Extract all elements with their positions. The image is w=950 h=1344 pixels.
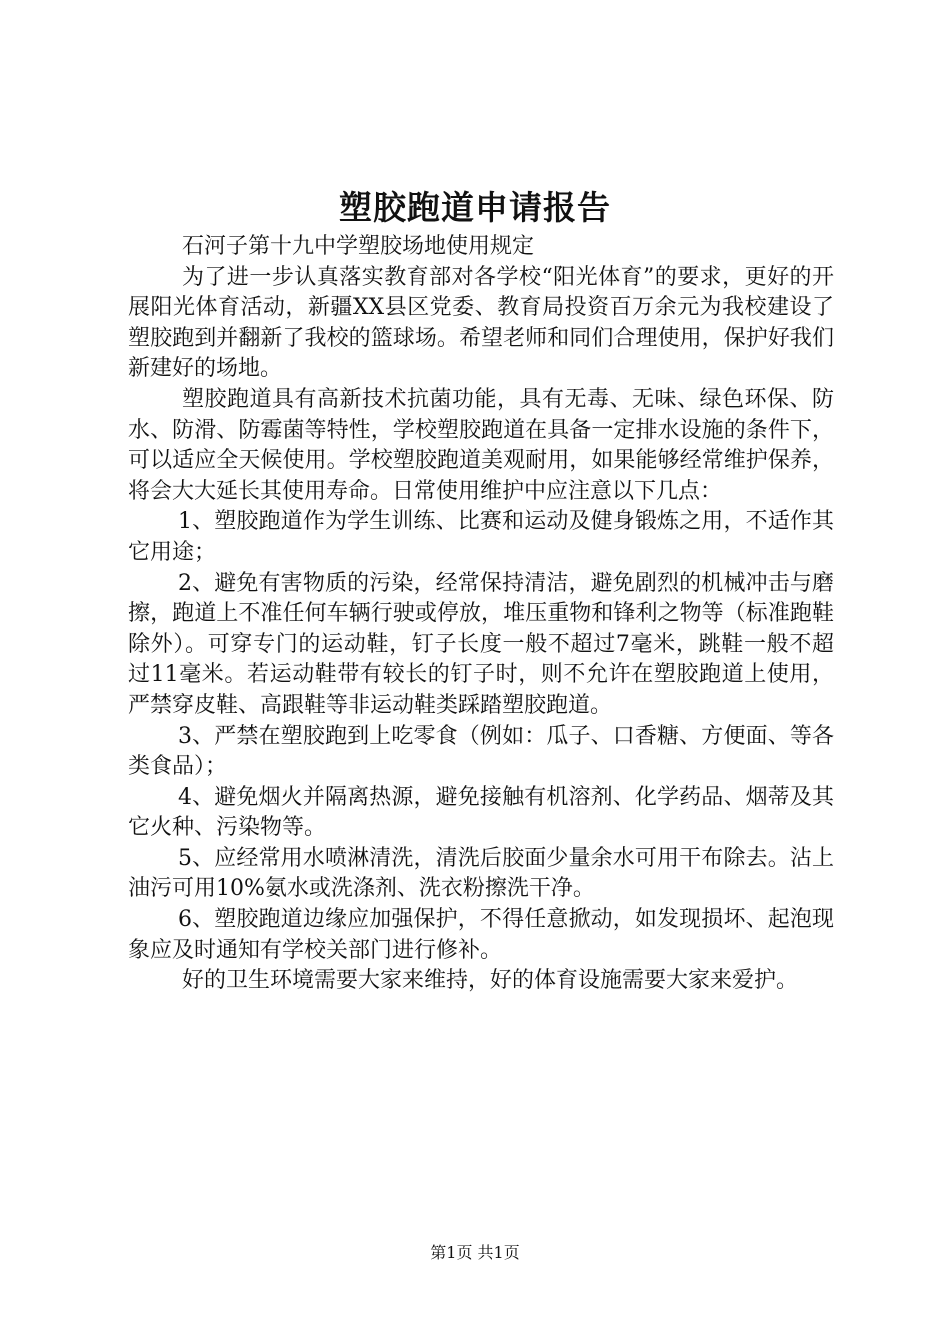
rule-item-5: 5、应经常用水喷淋清洗，清洗后胶面少量余水可用干布除去。沾上油污可用10%氨水或洗涤剂、洗衣粉擦洗干净。 — [128, 845, 834, 902]
intro-paragraph: 为了进一步认真落实教育部对各学校“阳光体育”的要求，更好的开展阳光体育活动，新疆XX县区党委、教育局投资百万余元为我校建设了塑胶跑到并翻新了我校的篮球场。希望老师和同们合理使用，保护好我们新建好的场地。 — [128, 264, 834, 382]
features-paragraph: 塑胶跑道具有高新技术抗菌功能，具有无毒、无味、绿色环保、防水、防滑、防霉菌等特性，学校塑胶跑道在具备一定排水设施的条件下，可以适应全天候使用。学校塑胶跑道美观耐用，如果能够经常维护保养，将会大大延长其使用寿命。日常使用维护中应注意以下几点： — [128, 386, 834, 504]
document-body — [128, 232, 834, 997]
rule-item-4: 4、避免烟火并隔离热源，避免接触有机溶剂、化学药品、烟蒂及其它火种、污染物等。 — [128, 784, 834, 841]
rule-item-2: 2、避免有害物质的污染，经常保持清洁，避免剧烈的机械冲击与磨擦，跑道上不准任何车辆行驶或停放，堆压重物和锋利之物等（标准跑鞋除外）。可穿专门的运动鞋，钉子长度一般不超过7毫米，跳鞋一般不超过11毫米。若运动鞋带有较长的钉子时，则不允许在塑胶跑道上使用，严禁穿皮鞋、高跟鞋等非运动鞋类踩踏塑胶跑道。 — [128, 570, 834, 718]
rule-item-1: 1、塑胶跑道作为学生训练、比赛和运动及健身锻炼之用，不适作其它用途； — [128, 509, 834, 565]
document-title: 塑胶跑道申请报告 — [339, 188, 611, 227]
page-footer: 第1页 共1页 — [430, 1243, 520, 1262]
rule-item-3: 3、严禁在塑胶跑到上吃零食（例如：瓜子、口香糖、方便面、等各类食品）； — [128, 723, 834, 780]
rule-item-6: 6、塑胶跑道边缘应加强保护，不得任意掀动，如发现损坏、起泡现象应及时通知有学校关部门进行修补。 — [128, 907, 834, 963]
closing-paragraph: 好的卫生环境需要大家来维持，好的体育设施需要大家来爱护。 — [182, 968, 799, 994]
subtitle-paragraph: 石河子第十九中学塑胶场地使用规定 — [182, 234, 535, 259]
